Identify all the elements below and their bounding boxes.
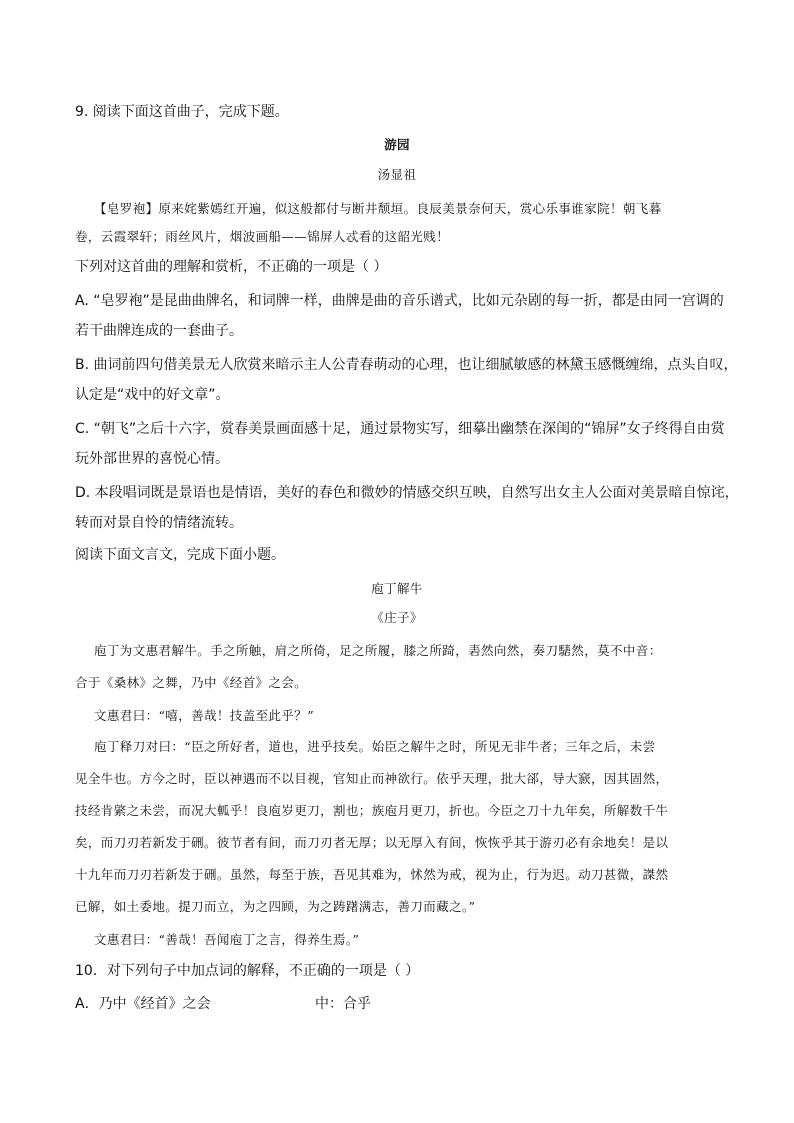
poem-line-1: 【皂罗袍】原来姹紫嫣红开遍，似这般都付与断井颓垣。良辰美景奈何天，赏心乐事谁家院！朝飞暮 [94, 201, 662, 216]
q10-question: 10．对下列句子中加点词的解释，不正确的一项是（ ） [75, 963, 420, 979]
passage-p2: 文惠君曰：“嘻，善哉！技盖至此乎？” [94, 708, 314, 723]
passage-p3-line-3: 技经肯綮之未尝，而况大軱乎！良庖岁更刀，割也；族庖月更刀，折也。今臣之刀十九年矣，所解数千牛 [75, 803, 669, 818]
q10-option-a-text: A．乃中《经首》之会 [75, 996, 211, 1012]
q9-question: 下列对这首曲的理解和赏析，不正确的一项是（ ） [75, 259, 388, 275]
passage-p1-line-2: 合于《桑林》之舞，乃中《经首》之会。 [75, 675, 308, 690]
q9-option-c-line-2: 玩外部世界的喜悦心情。 [75, 451, 229, 467]
passage-p3-line-6: 已解，如土委地。提刀而立，为之四顾，为之踌躇满志，善刀而藏之。” [75, 899, 476, 914]
passage-p1-line-1: 庖丁为文惠君解牛。手之所触，肩之所倚，足之所履，膝之所踦，砉然向然，奏刀騞然，莫不中音： [94, 643, 662, 658]
q9-option-a-line-1: A. “皂罗袍”是昆曲曲牌名，和词牌一样，曲牌是曲的音乐谱式，比如元杂剧的每一折，都是由同一宫调的 [75, 293, 724, 309]
poem-title: 游园 [384, 137, 410, 152]
passage-p4: 文惠君曰：“善哉！吾闻庖丁之言，得养生焉。” [94, 932, 360, 947]
q9-option-b-line-2: 认定是“戏中的好文章”。 [75, 387, 230, 403]
passage-p3-line-4: 矣，而刀刃若新发于硎。彼节者有间，而刀刃者无厚；以无厚入有间，恢恢乎其于游刃必有余地矣！是以 [75, 835, 669, 850]
q9-option-a-line-2: 若干曲牌连成的一套曲子。 [75, 323, 243, 339]
poem-author: 汤显祖 [377, 167, 417, 182]
passage-p3-line-5: 十九年而刀刃若新发于硎。虽然，每至于族，吾见其难为，怵然为戒，视为止，行为迟。动刀甚微，謋然 [75, 867, 669, 882]
q9-option-c-line-1: C. “朝飞”之后十六字，赏春美景画面感十足，通过景物实写，细摹出幽禁在深闺的“锦屏”女子终得自由赏 [75, 421, 725, 437]
passage-source: 《庄子》 [371, 610, 423, 625]
q9-option-d-line-2: 转而对景自怜的情绪流转。 [75, 515, 243, 531]
q10-option-a [75, 993, 725, 1015]
passage-title: 庖丁解牛 [371, 581, 423, 596]
passage-intro: 阅读下面文言文，完成下面小题。 [75, 547, 285, 563]
q10-option-a-gloss: 中：合乎 [315, 996, 371, 1012]
passage-p3-line-2: 见全牛也。方今之时，臣以神遇而不以目视，官知止而神欲行。依乎天理，批大郤，导大窾，因其固然， [75, 771, 669, 786]
poem-line-2: 卷，云霞翠轩；雨丝风片，烟波画船——锦屏人忒看的这韶光贱！ [75, 229, 450, 244]
passage-p3-line-1: 庖丁释刀对曰：“臣之所好者，道也，进乎技矣。始臣之解牛之时，所见无非牛者；三年之后，未尝 [94, 739, 656, 754]
q9-option-b-line-1: B. 曲词前四句借美景无人欣赏来暗示主人公青春萌动的心理，也让细腻敏感的林黛玉感慨缠绵，点头自叹， [75, 357, 738, 373]
q9-intro: 9. 阅读下面这首曲子，完成下题。 [75, 104, 289, 120]
q9-option-d-line-1: D. 本段唱词既是景语也是情语，美好的春色和微妙的情感交织互映，自然写出女主人公面对美景暗自惊诧， [75, 485, 739, 501]
